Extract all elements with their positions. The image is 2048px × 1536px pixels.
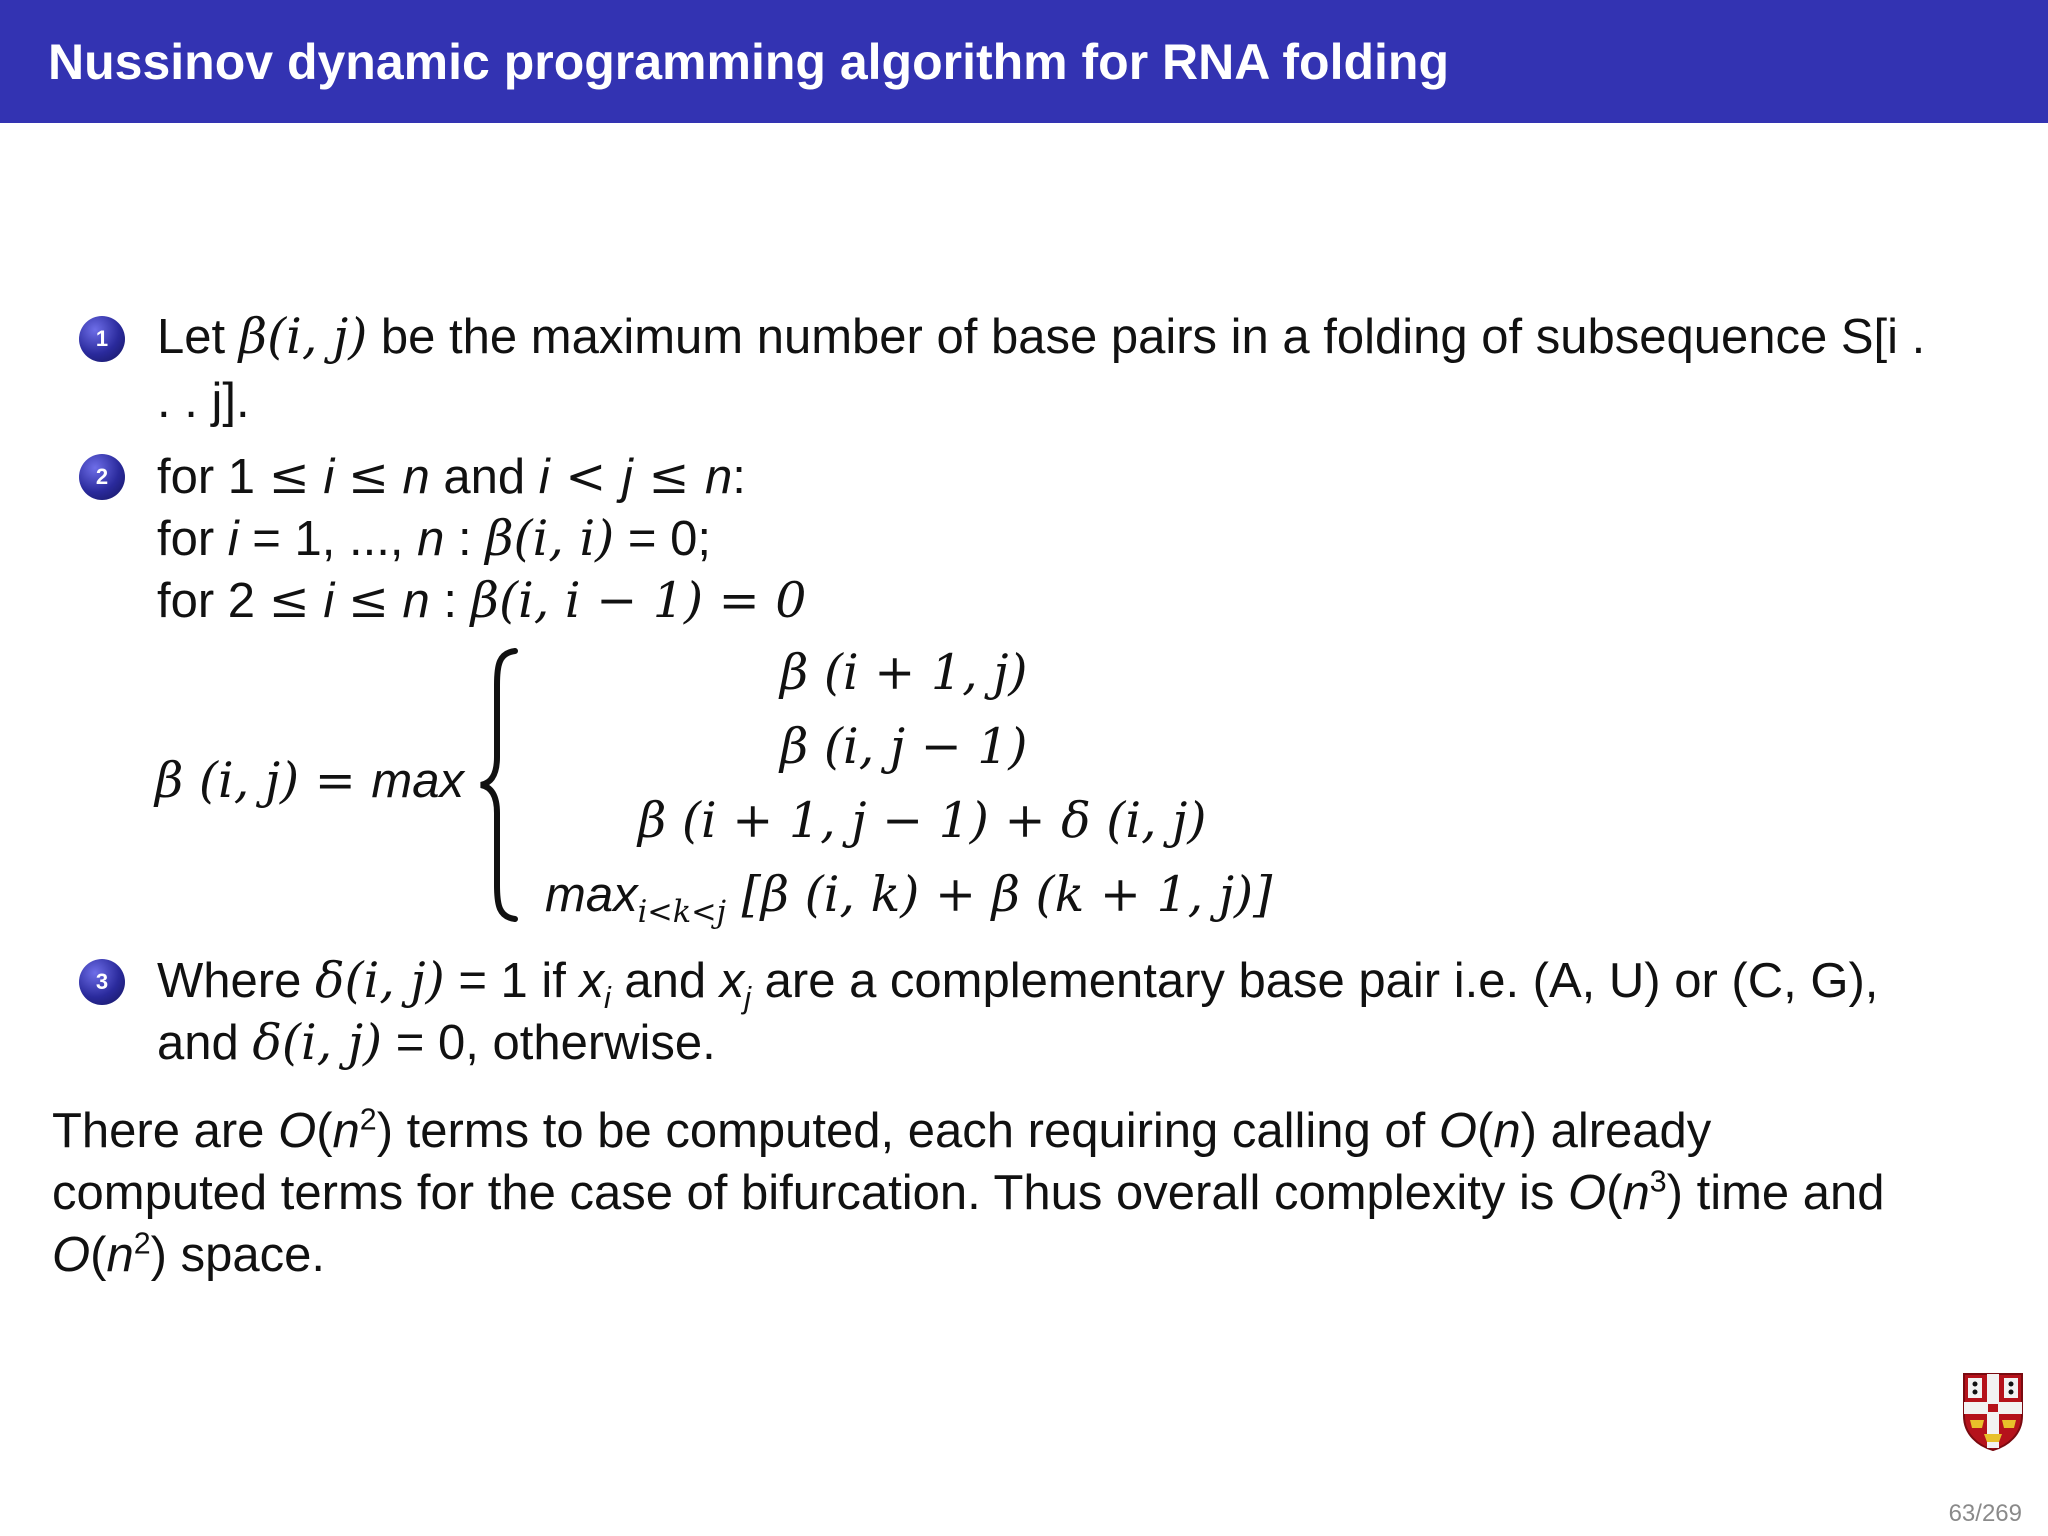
recurrence-case-2: β (i, j − 1)	[780, 718, 1028, 775]
item-2-line-2: for i = 1, ..., n : β(i, i) = 0;	[157, 510, 711, 567]
item-2-line-1: for 1 ≤ i ≤ n and i < j ≤ n:	[157, 448, 746, 505]
title-bar	[0, 0, 2048, 123]
recurrence-case-3: β (i + 1, j − 1) + δ (i, j)	[638, 792, 1207, 849]
slide-title: Nussinov dynamic programming algorithm for RNA folding	[48, 34, 1450, 90]
recurrence-case-4: $\max_{i<k<j} [\beta$ (i, k) + β (k + 1, j)]	[545, 866, 1273, 930]
item-2-line-3: for 2 ≤ i ≤ n : β(i, i − 1) = 0	[157, 572, 807, 629]
recurrence-brace	[475, 645, 525, 925]
summary-line-3: $O(n^2)$ space.	[52, 1226, 325, 1282]
page-number: 63/269	[1948, 1500, 2022, 1527]
item-3-line-2: and δ(i, j) = 0, otherwise.	[157, 1014, 716, 1071]
bullet-3: 3	[79, 959, 125, 1005]
item-1-line-1: Let β(i, j) be the maximum number of base pairs in a folding of subsequence S[i .	[157, 308, 1926, 365]
university-crest-icon	[1962, 1372, 2024, 1452]
recurrence-lhs: β (i, j) = max	[155, 752, 464, 809]
summary-line-2: computed terms for the case of bifurcation. Thus overall complexity is $O(n^3)$ time and	[52, 1164, 1885, 1220]
bullet-1: 1	[79, 316, 125, 362]
item-3-line-1: Where δ(i, j) = 1 if $x_i$ and $x_j$ are a complementary base pair i.e. (A, U) or (C, G),	[157, 952, 1879, 1015]
summary-line-1: There are $O(n^2)$ terms to be computed, each requiring calling of O(n) already	[52, 1102, 1712, 1158]
bullet-2: 2	[79, 454, 125, 500]
item-1-line-2: . . j].	[157, 374, 250, 428]
recurrence-case-1: β (i + 1, j)	[780, 644, 1028, 701]
